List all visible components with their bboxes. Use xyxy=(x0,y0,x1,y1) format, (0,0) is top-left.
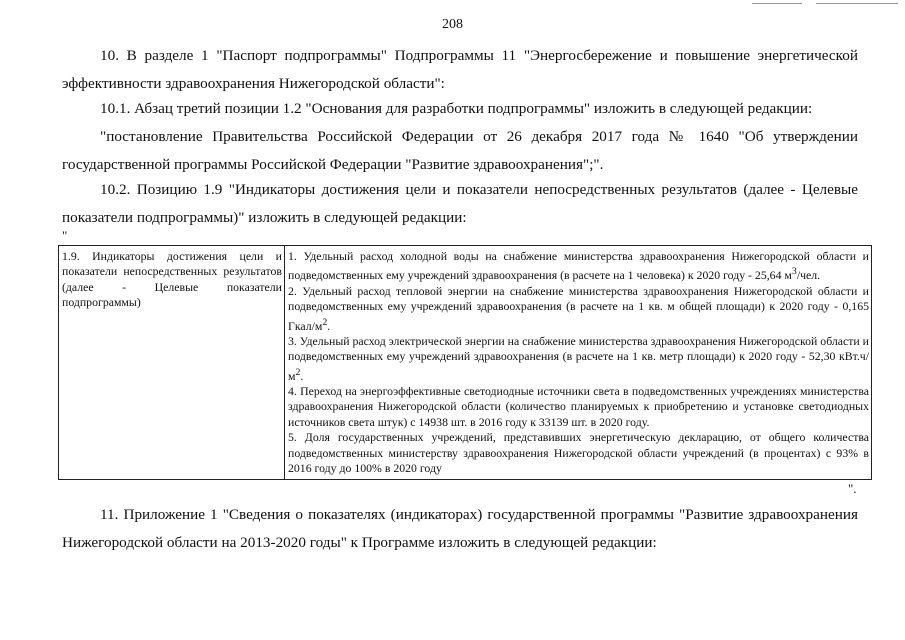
page-number: 208 xyxy=(442,17,463,32)
indicator-item: 2. Удельный расход тепловой энергии на снабжение министерства здравоохранения Нижегородской области и подведомственных ему учреждений здравоохранения (в расчете на 1 кв. м общей площади) к 2020 году - 0,165 Гкал/$м^2$. xyxy=(288,283,869,333)
indicator-item: 1. Удельный расход холодной воды на снабжение министерства здравоохранения Нижегородской области и подведомственных ему учреждений здравоохранения (в расчете на 1 человека) к 2020 году - 25,64 $м^3$/чел. xyxy=(288,249,869,283)
indicator-item: 3. Удельный расход электрической энергии на снабжение министерства здравоохранения Нижегородской области и подведомственных ему учреждений здравоохранения (в расчете на 1 кв. метр площади) к 2020 году - 52,30 $кВт.ч/м^2$. xyxy=(288,333,869,383)
quote-open-mark: " xyxy=(62,228,68,243)
indicator-item: 5. Доля государственных учреждений, представивших энергетическую декларацию, от общего количества подведомственных министерству здравоохранения Нижегородской области учреждений (в процентах) с 93% в 2016 году до 100% в 2020 году xyxy=(288,430,869,476)
paragraph-10-1: 10.1. Абзац третий позиции 1.2 "Основания для разработки подпрограммы" изложить в следующей редакции: xyxy=(100,100,813,117)
paragraph-11: 11. Приложение 1 "Сведения о показателях (индикаторах) государственной программы "Развитие здравоохранения Нижегородской области на 2013-2020 годы" к Программе изложить в следующей редакции: xyxy=(62,506,858,551)
position-label-cell: 1.9. Индикаторы достижения цели и показатели непосредственных результатов (далее - Целевые показатели подпрограммы) xyxy=(59,246,285,480)
paragraph-quote: "постановление Правительства Российской Федерации от 26 декабря 2017 года № 1640 "Об утверждении государственной программы Российской Федерации "Развитие здравоохранения";". xyxy=(62,128,858,173)
indicators-table xyxy=(58,245,872,480)
quote-close-mark: ". xyxy=(848,481,857,496)
scan-top-line xyxy=(816,3,898,4)
scan-top-line xyxy=(752,3,802,4)
paragraph-10-2: 10.2. Позицию 1.9 "Индикаторы достижения цели и показатели непосредственных результатов (далее - Целевые показатели подпрограммы)" изложить в следующей редакции: xyxy=(62,181,858,226)
indicator-item: 4. Переход на энергоэффективные светодиодные источники света в подведомственных учреждениях министерства здравоохранения Нижегородской области (количество планируемых к приобретению и установке светодиодных источников света штук) с 14938 шт. в 2016 году к 33139 шт. в 2020 году. xyxy=(288,384,869,429)
table-row xyxy=(59,246,872,480)
paragraph-10: 10. В разделе 1 "Паспорт подпрограммы" Подпрограммы 11 "Энергосбережение и повышение энергетической эффективности здравоохранения Нижегородской области": xyxy=(62,47,858,92)
indicators-cell xyxy=(285,246,872,480)
